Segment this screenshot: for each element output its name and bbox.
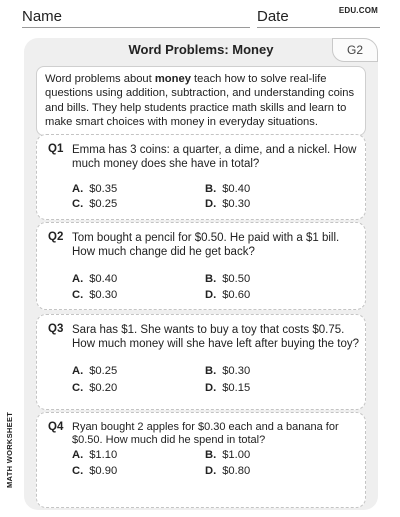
option-letter: A. — [72, 183, 84, 195]
option-value: $0.90 — [89, 465, 118, 477]
option-value: $0.20 — [89, 382, 118, 394]
option-a[interactable] — [72, 365, 117, 377]
question-text: Ryan bought 2 apples for $0.30 each and a banana for $0.50. How much did he spend in total? — [72, 421, 339, 446]
date-line[interactable] — [257, 27, 380, 28]
question-number: Q2 — [48, 231, 64, 243]
option-d[interactable] — [205, 382, 250, 394]
option-letter: D. — [205, 465, 217, 477]
option-value: $1.10 — [89, 449, 118, 461]
option-letter: B. — [205, 449, 217, 461]
intro-box — [36, 66, 366, 136]
worksheet-title: Word Problems: Money — [128, 42, 274, 57]
worksheet-side-label: MATH WORKSHEET — [5, 411, 14, 488]
question-number: Q4 — [48, 421, 64, 433]
option-value: $0.40 — [222, 183, 251, 195]
name-line[interactable] — [22, 27, 250, 28]
option-b[interactable] — [205, 273, 250, 285]
question-text: Sara has $1. She wants to buy a toy that costs $0.75. How much money will she have left after buying the toy? — [72, 324, 360, 350]
option-letter: D. — [205, 289, 217, 301]
option-value: $0.25 — [89, 198, 118, 210]
option-c[interactable] — [72, 198, 117, 210]
option-value: $0.60 — [222, 289, 251, 301]
option-b[interactable] — [205, 449, 250, 461]
grade-badge: G2 — [332, 38, 378, 62]
intro-keyword: money — [154, 73, 191, 85]
option-d[interactable] — [205, 198, 250, 210]
worksheet-panel — [24, 38, 378, 510]
option-b[interactable] — [205, 183, 250, 195]
option-letter: A. — [72, 365, 84, 377]
option-value: $1.00 — [222, 449, 251, 461]
option-letter: A. — [72, 449, 84, 461]
option-value: $0.15 — [222, 382, 251, 394]
intro-text-end: teach how to solve real-life questions using addition, subtraction, and understanding coins and bills. They help students practice math skills and learn to make smart choices with money in everyday situations. — [45, 73, 355, 128]
option-d[interactable] — [205, 289, 250, 301]
question-number: Q1 — [48, 143, 64, 155]
question-card-1 — [36, 134, 366, 220]
option-value: $0.30 — [89, 289, 118, 301]
question-card-3 — [36, 314, 366, 410]
option-c[interactable] — [72, 382, 117, 394]
option-value: $0.40 — [89, 273, 118, 285]
option-a[interactable] — [72, 273, 117, 285]
option-value: $0.25 — [89, 365, 118, 377]
option-letter: D. — [205, 382, 217, 394]
option-d[interactable] — [205, 465, 250, 477]
option-letter: A. — [72, 273, 84, 285]
option-c[interactable] — [72, 465, 117, 477]
option-a[interactable] — [72, 449, 117, 461]
option-letter: D. — [205, 198, 217, 210]
option-value: $0.30 — [222, 198, 251, 210]
option-letter: C. — [72, 289, 84, 301]
name-label: Name — [22, 8, 63, 25]
question-card-4 — [36, 412, 366, 508]
option-letter: B. — [205, 273, 217, 285]
option-letter: B. — [205, 365, 217, 377]
question-number: Q3 — [48, 323, 64, 335]
option-value: $0.30 — [222, 365, 251, 377]
option-a[interactable] — [72, 183, 117, 195]
option-value: $0.80 — [222, 465, 251, 477]
edu-logo: EDU.COM — [338, 6, 378, 15]
intro-text-start: Word problems about — [45, 73, 155, 85]
option-letter: C. — [72, 465, 84, 477]
option-letter: B. — [205, 183, 217, 195]
question-text: Tom bought a pencil for $0.50. He paid with a $1 bill. How much change did he get back? — [72, 232, 340, 258]
option-value: $0.35 — [89, 183, 118, 195]
option-value: $0.50 — [222, 273, 251, 285]
question-card-2 — [36, 222, 366, 310]
option-letter: C. — [72, 198, 84, 210]
option-b[interactable] — [205, 365, 250, 377]
date-label: Date — [257, 8, 289, 25]
question-text: Emma has 3 coins: a quarter, a dime, and a nickel. How much money does she have in total? — [72, 144, 357, 170]
option-letter: C. — [72, 382, 84, 394]
option-c[interactable] — [72, 289, 117, 301]
title-bar — [24, 38, 378, 62]
